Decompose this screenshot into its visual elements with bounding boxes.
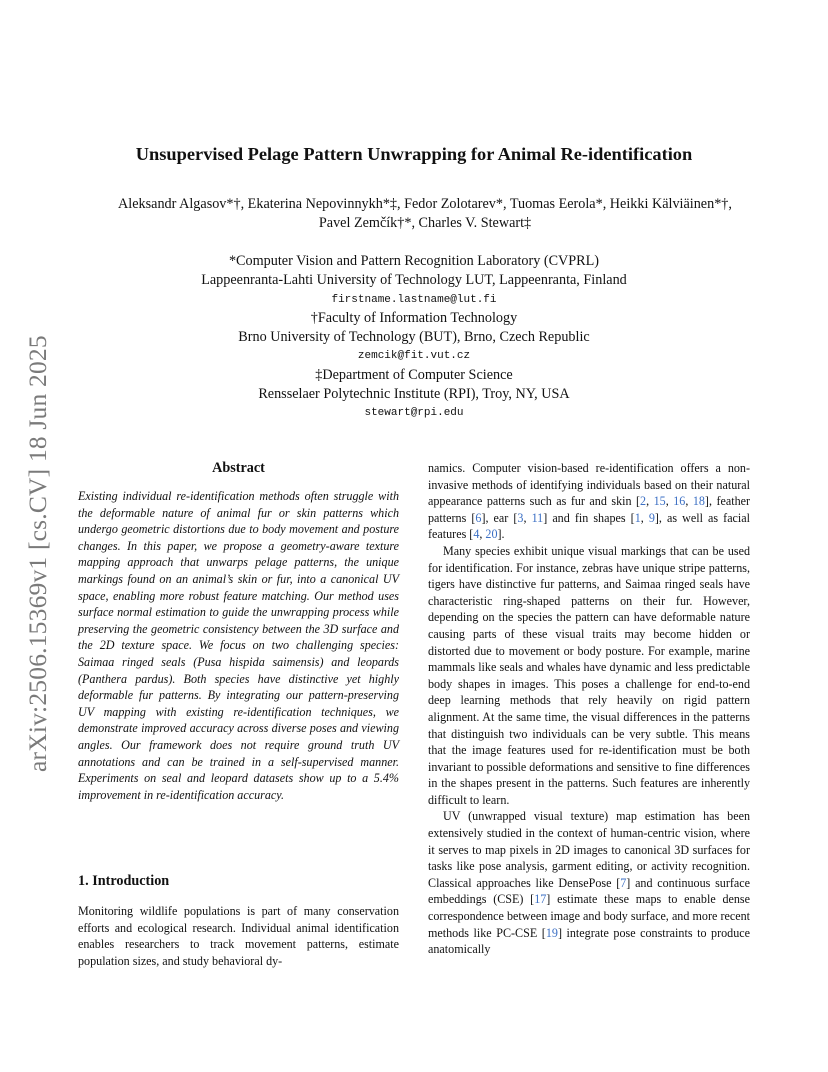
affiliation-2-email: zemcik@fit.vut.cz xyxy=(357,350,471,362)
citation-link[interactable]: 19 xyxy=(545,925,558,940)
right-column xyxy=(428,460,750,958)
abstract-text: Existing individual re-identification methods often struggle with the deformable nature of animal fur or skin patterns which undergo geometric distortions due to body movement and posture changes. In this paper, we propose a geometry-aware texture mapping approach that unwarps pelage patterns, the unique markings found on an animal’s skin or fur, into a canonical UV space, enabling more robust feature matching. Our method uses surface normal estimation to guide the unwrapping process while preserving the geometric consistency between the 3D surface and the 2D texture space. We focus on two challenging species: Saimaa ringed seals (Pusa hispida saimensis) and leopards (Panthera pardus). Both species have distinctive yet highly deformable fur patterns. By integrating our pattern-preserving UV mapping with existing re-identification techniques, we demonstrate improved accuracy across diverse poses and viewing angles. Our framework does not require ground truth UV annotations and can be trained in a self-supervised manner. Experiments on seal and leopard datasets show up to a 5.4% improvement in re-identification accuracy. xyxy=(78,489,399,802)
affiliation-1-institution: Lappeenranta-Lahti University of Technology LUT, Lappeenranta, Finland xyxy=(201,272,627,288)
text-run: ] integrate pose constraints to produce anatomically xyxy=(428,925,751,957)
affiliation-1-email: firstname.lastname@lut.fi xyxy=(331,294,497,306)
text-run: ], ear [ xyxy=(481,510,518,525)
paragraph-3 xyxy=(428,808,750,957)
text-run: ], feather patterns [ xyxy=(428,494,751,525)
paragraph-1: namics. Computer vision-based re-identification offers a non-invasive methods of identifying individuals based on their natural appearance patterns such as fur and skin [2, 15, 16, 18], feather patterns [6], ear [3, 11] and fin shapes [1, 9], as well as facial features [4, 20]. xyxy=(428,461,751,542)
introduction-heading: 1. Introduction xyxy=(78,873,170,889)
citation-link[interactable]: 18 xyxy=(692,494,705,509)
citation-link[interactable]: 20 xyxy=(485,527,498,542)
citation-link[interactable]: 11 xyxy=(531,510,544,525)
affiliation-2-name: †Faculty of Information Technology xyxy=(310,310,518,326)
citation-link[interactable]: 4 xyxy=(473,527,480,542)
authors-line-1: Aleksandr Algasov*†, Ekaterina Nepovinnykh*‡, Fedor Zolotarev*, Tuomas Eerola*, Heikki Kälviäinen*†, xyxy=(118,196,732,212)
abstract-heading: Abstract xyxy=(212,460,265,476)
citation-link[interactable]: 9 xyxy=(648,510,655,525)
text-run: namics. Computer vision-based re-identification offers a non-invasive methods of identifying individuals based on their natural appearance patterns such as fur and skin [ xyxy=(428,461,750,509)
author-list xyxy=(70,195,780,233)
citation-link[interactable]: 15 xyxy=(653,494,666,509)
affiliation-3-institution: Rensselaer Polytechnic Institute (RPI), Troy, NY, USA xyxy=(258,386,570,402)
authors-line-2: Pavel Zemčík†*, Charles V. Stewart‡ xyxy=(318,215,532,231)
text-run: ], as well as facial features [ xyxy=(428,510,751,542)
affiliation-2-institution: Brno University of Technology (BUT), Brno, Czech Republic xyxy=(238,329,590,345)
text-run: ] and fin shapes [ xyxy=(543,510,635,525)
affiliation-1-name: *Computer Vision and Pattern Recognition Laboratory (CVPRL) xyxy=(228,253,600,269)
citation-link[interactable]: 16 xyxy=(673,494,686,509)
citation-link[interactable]: 3 xyxy=(517,510,524,525)
citation-link[interactable]: 2 xyxy=(640,494,647,509)
affiliation-3-name: ‡Department of Computer Science xyxy=(315,367,513,383)
text-run: ] estimate these maps to enable dense correspondence between image and body surface, and more recent methods like PC-CSE [ xyxy=(428,892,750,940)
citation-link[interactable]: 7 xyxy=(620,875,627,890)
text-run: ] and continuous surface embeddings (CSE) [ xyxy=(428,875,750,907)
text-run: UV (unwrapped visual texture) map estimation has been extensively studied in the context of human-centric vision, where it serves to map pixels in 2D images to canonical 3D surfaces for tasks like pose analysis, garment editing, or activity recognition. Classical approaches like DensePose [ xyxy=(428,809,750,890)
affiliation-3-email: stewart@rpi.edu xyxy=(364,407,464,419)
paper-title: Unsupervised Pelage Pattern Unwrapping for Animal Re-identification xyxy=(135,144,693,164)
citation-link[interactable]: 1 xyxy=(634,510,641,525)
arxiv-side-label: arXiv:2506.15369v1 [cs.CV] 18 Jun 2025 xyxy=(23,335,52,772)
citation-link[interactable]: 6 xyxy=(475,510,482,525)
paragraph-2: Many species exhibit unique visual markings that can be used for identification. For instance, zebras have unique stripe patterns, tigers have distinctive fur patterns, and Saimaa ringed seals have characteristic ring-shaped patterns on their fur. However, depending on the species the pattern can have deformable nature causing parts of these visual traits may become hidden or distorted due to movement or body posture. For example, marine mammals like seals and whales have dynamic and less predictable body shapes in images. This poses a challenge for end-to-end deep learning methods that rely heavily on rigid pattern alignment. At the same time, the visual differences in the patterns that distinguish two individuals can be very subtle. This means that the image features used for re-identification must be both invariant to possible deformations and sensitive to fine differences in the shapes present in the patterns. Such features are inherently difficult to learn. xyxy=(428,543,750,807)
text-run: ]. xyxy=(497,527,505,542)
citation-link[interactable]: 17 xyxy=(534,892,547,907)
introduction-text: Monitoring wildlife populations is part of many conservation efforts and ecological research. Individual animal identification enables researchers to track movement patterns, estimate population sizes, and study behavioral dy- xyxy=(78,904,399,968)
